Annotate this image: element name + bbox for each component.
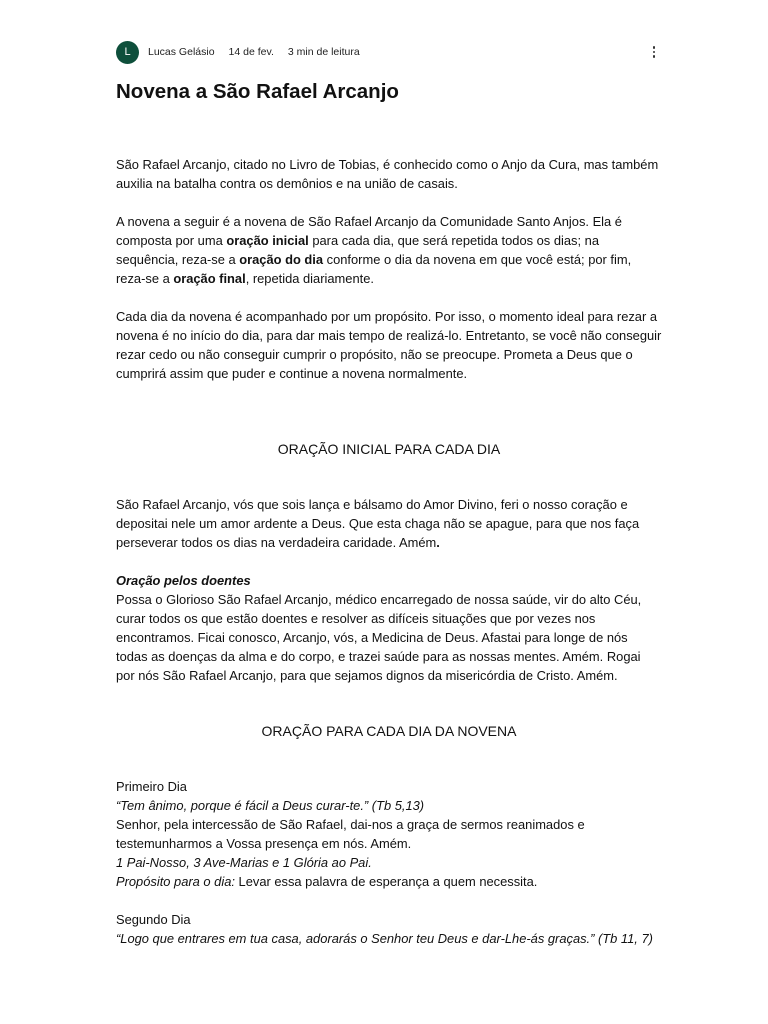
day1-purpose: Propósito para o dia: Levar essa palavra de esperança a quem necessita.: [116, 874, 538, 889]
author-name[interactable]: Lucas Gelásio: [148, 46, 215, 58]
day1-prayer: Senhor, pela intercessão de São Rafael, dai-nos a graça de sermos reanimados e testemunharmos a Vossa presença em nós. Amém.: [116, 817, 585, 851]
day1-quote: “Tem ânimo, porque é fácil a Deus curar-te.” (Tb 5,13): [116, 798, 425, 813]
section-heading-initial-prayer: ORAÇÃO INICIAL PARA CADA DIA: [277, 441, 501, 457]
intro-paragraph-3: Cada dia da novena é acompanhado por um propósito. Por isso, o momento ideal para rezar a novena é no início do dia, para dar mais tempo de realizá-lo. Entretanto, se você não conseguir rezar cedo ou não conseguir cumprir o propósito, não se preocupe. Prometa a Deus que o cumprirá assim que puder e continue a novena normalmente.: [116, 309, 662, 381]
section-heading-daily-prayer: ORAÇÃO PARA CADA DIA DA NOVENA: [261, 723, 517, 739]
article-body: [116, 155, 662, 948]
intro-paragraph-1: São Rafael Arcanjo, citado no Livro de Tobias, é conhecido como o Anjo da Cura, mas também auxilia na batalha contra os demônios e na união de casais.: [116, 157, 659, 191]
more-options-icon[interactable]: [648, 42, 660, 62]
day1-title: Primeiro Dia: [116, 779, 187, 794]
day1-prayers-count: 1 Pai-Nosso, 3 Ave-Marias e 1 Glória ao Pai.: [116, 855, 372, 870]
post-date: 14 de fev.: [228, 46, 274, 58]
intro-paragraph-2: A novena a seguir é a novena de São Rafael Arcanjo da Comunidade Santo Anjos. Ela é composta por uma oração inicial para cada dia, que será repetida todos os dias; na sequência, reza-se a oração do dia conforme o dia da novena em que você está; por fim, reza-se a oração final, repetida diariamente.: [116, 214, 632, 286]
day2-title: Segundo Dia: [116, 912, 191, 927]
avatar[interactable]: L: [116, 41, 139, 64]
read-time: 3 min de leitura: [287, 46, 360, 58]
day2-quote: “Logo que entrares em tua casa, adorarás o Senhor teu Deus e dar-Lhe-ás graças.” (Tb 11, 7): [116, 931, 653, 946]
sick-prayer-text: Possa o Glorioso São Rafael Arcanjo, médico encarregado de nossa saúde, vir do alto Céu, curar todos os que estão doentes e resolver as difíceis situações que por vezes nos encontramos. Ficai conosco, Arcanjo, vós, a Medicina de Deus. Afastai para longe de nós todas as doenças da alma e do corpo, e trazei saúde para as nossas mentes. Amém. Rogai por nós São Rafael Arcanjo, para que sejamos dignos da misericórdia de Cristo. Amém.: [116, 592, 642, 683]
sick-prayer-title: Oração pelos doentes: [116, 573, 251, 588]
initial-prayer-text: São Rafael Arcanjo, vós que sois lança e bálsamo do Amor Divino, feri o nosso coração e depositai nele um amor ardente a Deus. Que esta chaga não se apague, para que nos faça perseverar todos os dias na verdadeira caridade. Amém.: [116, 497, 640, 550]
page-title: Novena a São Rafael Arcanjo: [116, 80, 399, 103]
article-meta: [116, 40, 668, 64]
